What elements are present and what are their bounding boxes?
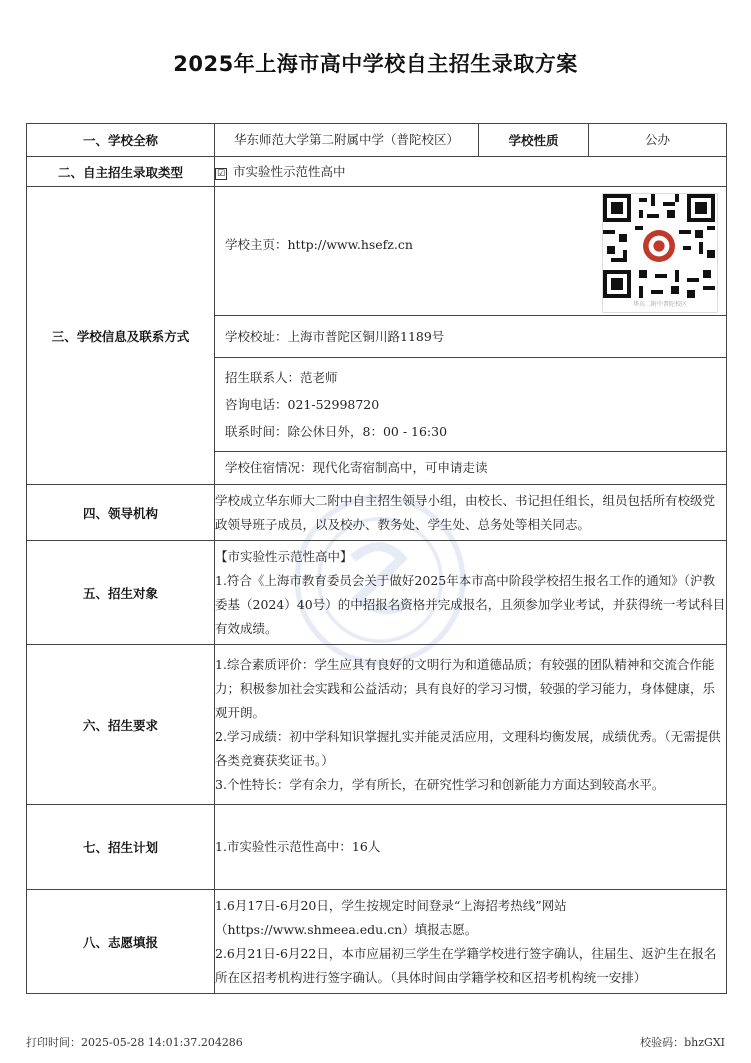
- target-heading: 【市实验性示范性高中】: [215, 548, 353, 564]
- target-cell: [215, 541, 727, 645]
- homepage-block: [215, 187, 726, 316]
- homepage-text: 学校主页：http://www.hsefz.cn: [225, 237, 413, 252]
- check-code: 校验码：bhzGXI: [640, 1036, 725, 1049]
- label-admission-type: 二、自主招生录取类型: [27, 157, 215, 187]
- qr-code-icon: [603, 194, 715, 298]
- row-application: [27, 890, 727, 994]
- admission-type-value: 市实验性示范性高中: [233, 163, 346, 179]
- row-admission-type: [27, 157, 727, 187]
- label-plan: 七、招生计划: [27, 805, 215, 890]
- plan-text: 1.市实验性示范性高中：16人: [215, 805, 727, 890]
- label-requirements: 六、招生要求: [27, 645, 215, 805]
- contact-hours: 联系时间：除公休日外，8：00 - 16:30: [225, 424, 448, 439]
- target-text: 1.符合《上海市教育委员会关于做好2025年本市高中阶段学校招生报名工作的通知》（沪教委基（2024）40号）的中招报名资格并完成报名，且须参加学业考试，并获得统一考试科目有效成绩。: [215, 572, 726, 636]
- label-leadership: 四、领导机构: [27, 485, 215, 541]
- label-application: 八、志愿填报: [27, 890, 215, 994]
- requirements-cell: [215, 645, 727, 805]
- qr-code: [602, 193, 718, 313]
- boarding-text: 学校住宿情况：现代化寄宿制高中，可申请走读: [225, 460, 488, 475]
- row-leadership: [27, 485, 727, 541]
- checkbox-icon: ☑: [216, 168, 226, 179]
- leadership-text: 学校成立华东师大二附中自主招生领导小组，由校长、书记担任组长，组员包括所有校级党政领导班子成员，以及校办、教务处、学生处、总务处等相关同志。: [215, 485, 727, 541]
- admission-type-cell: [215, 157, 727, 187]
- row-requirements: [27, 645, 727, 805]
- requirement-item: 2.学习成绩：初中学科知识掌握扎实并能灵活应用，文理科均衡发展，成绩优秀。（无需提供各类竞赛获奖证书。）: [215, 728, 721, 768]
- contact-person: 招生联系人：范老师: [225, 370, 338, 385]
- school-name-value: 华东师范大学第二附属中学（普陀校区）: [215, 124, 479, 157]
- label-target: 五、招生对象: [27, 541, 215, 645]
- application-cell: [215, 890, 727, 994]
- row-school-name: [27, 124, 727, 157]
- row-plan: [27, 805, 727, 890]
- label-school-name: 一、学校全称: [27, 124, 215, 157]
- qr-caption: 华东二附中普陀校区: [632, 301, 687, 308]
- address-text: 学校校址：上海市普陀区铜川路1189号: [215, 316, 726, 358]
- requirement-item: 1.综合素质评价：学生应具有良好的文明行为和道德品质；有较强的团队精神和交流合作能力；积极参加社会实践和公益活动；具有良好的学习习惯，较强的学习能力，身体健康，乐观开朗。: [215, 656, 716, 720]
- row-target: [27, 541, 727, 645]
- requirement-item: 3.个性特长：学有余力，学有所长，在研究性学习和创新能力方面达到较高水平。: [215, 776, 665, 792]
- admission-table: [26, 123, 727, 994]
- application-item: 1.6月17日-6月20日，学生按规定时间登录“上海招考热线”网站（https://www.shmeea.edu.cn）填报志愿。: [215, 897, 567, 937]
- row-school-info: [27, 187, 727, 485]
- school-info-cell: [215, 187, 727, 485]
- application-item: 2.6月21日-6月22日，本市应届初三学生在学籍学校进行签字确认，往届生、返沪生在报名所在区招考机构进行签字确认。（具体时间由学籍学校和区招考机构统一安排）: [215, 945, 717, 985]
- print-time: 打印时间：2025-05-28 14:01:37.204286: [26, 1036, 243, 1049]
- page-title: 2025年上海市高中学校自主招生录取方案: [173, 52, 578, 76]
- label-school-info: 三、学校信息及联系方式: [27, 187, 215, 485]
- contact-phone: 咨询电话：021-52998720: [225, 397, 380, 412]
- label-school-type: 学校性质: [479, 124, 589, 157]
- school-type-value: 公办: [589, 124, 727, 157]
- contact-block: [215, 358, 726, 452]
